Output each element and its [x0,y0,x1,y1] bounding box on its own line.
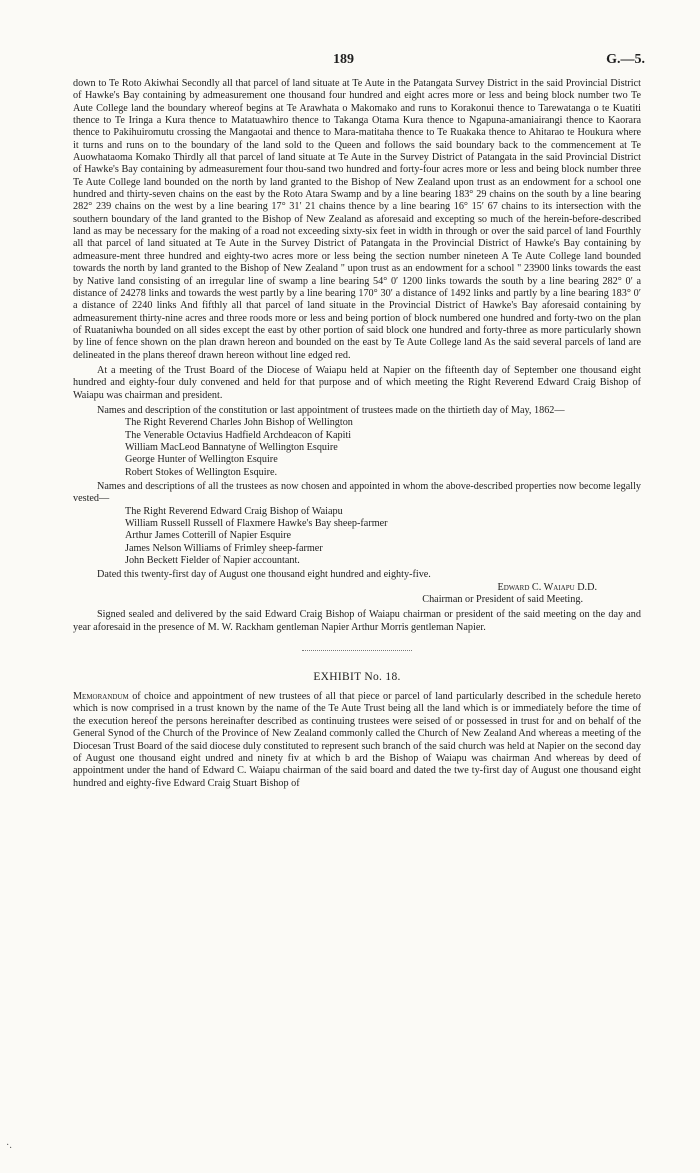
list-item: The Right Reverend Charles John Bishop of Wellington [125,417,353,429]
previous-trustees-list [73,417,641,479]
memorandum-lead: Memorandum [73,691,129,703]
list-item: The Venerable Octavius Hadfield Archdeacon of Kapiti [125,429,352,441]
list-item: Arthur James Cotterill of Napier Esquire [125,530,292,542]
signature-title: Chairman or President of said Meeting. [422,594,583,606]
page-header [73,52,645,78]
list-item: William MacLeod Bannatyne of Wellington Esquire [125,441,338,453]
exhibit-title: EXHIBIT No. 18. [313,671,401,684]
list-item: The Right Reverend Edward Craig Bishop of Waiapu [125,505,343,517]
memorandum-text: of choice and appointment of new trustees of all that piece or parcel of land particularly described in the schedule hereto which is now comprised in a trust known by the name of the Te Aute Trust being all the land which is or immediately before the time of the execution hereof the persons hereinafter described as continuing trustees were seised of or possessed in trust for and on behalf of the General Synod of the Church of the Province of New Zealand commonly called the Church of New Zealand And whereas a meeting of the Diocesan Trust Board of the said diocese duly constituted to represent such branch of the said church was held at Napier on the second day of August one thousand eight undred and ninety fiv at which b ard the Bishop of Waiapu was chairman And whereas by deed of appointment under the hand of Edward C. Waiapu chairman of the said board and dated the twe ty-first day of August one thousand eight hundred and eighty-five Edward Craig Stuart Bishop of [73,691,641,789]
paragraph-exhibit-memorandum [73,691,641,790]
list-item: Robert Stokes of Wellington Esquire. [125,466,278,478]
paragraph-new-trustees-heading: Names and descriptions of all the trustees as now chosen and appointed in whom the above-described properties now become legally vested— [73,481,641,505]
margin-mark: ·. [6,1140,12,1151]
list-item: William Russell Russell of Flaxmere Hawke's Bay sheep-farmer [125,518,388,530]
list-item: John Beckett Fielder of Napier accountant. [125,555,300,567]
paragraph-previous-trustees-heading: Names and description of the constitution or last appointment of trustees made on the thirtieth day of May, 1862— [97,404,565,416]
signature-block [73,582,641,607]
document-page [73,52,645,790]
page-number: 189 [333,52,354,67]
new-trustees-list [73,506,641,568]
section-divider [302,650,412,651]
paragraph-dated: Dated this twenty-first day of August one thousand eight hundred and eighty-five. [97,569,431,581]
paragraph-land-description: down to Te Roto Akiwhai Secondly all that parcel of land situate at Te Aute in the Patangata Survey District in the said Provincial District of Hawke's Bay containing by admeasurement one thousand four hundred and eight acres more or less and being block number two Te Aute College land the boundary whereof begins at Te Arawhata o Makomako and runs to Korakonui thence to Tarewatanga o te Kuatiti thence to Te Iringa a Kura thence to Matatuawhiro thence to Takanga Otama Kura thence to Ngapuna-amaniairangi thence to Kaorara thence to Pakihuiromutu crossing the Mangaotai and thence to Mara-matitaha thence to Te Ruakaka thence to Ahitarao te Houkura where it turns and runs on to the boundary of the land sold to the Queen and follows the said boundary back to the commencement at Te Auowhataoma Komako Thirdly all that parcel of land situate at Te Aute in the Survey District of Patangata in the said Provincial District of Hawke's Bay containing by admeasurement four thou-sand two hundred and forty-four acres more or less and being block number three Te Aute College land bounded on the north by land granted to the Bishop of New Zealand upon trust as an endowment for a school one hundred and thirty-seven chains on the east by the Roto Atara Swamp and by a line bearing 183° 29 chains on the south by a line bearing 282° 239 chains on the west by a line bearing 17° 31′ 21 chains thence by a line bearing 16° 15′ 67 chains to its intersection with the southern boundary of the land granted to the Bishop of New Zealand as aforesaid and excepting so much of the herein-before-described land as may be necessary for the making of a road not exceeding sixty-six feet in width in through or over the said parcel of land Fourthly all that parcel of land situated at Te Aute in the Survey District of Patangata in the Provincial District of Hawke's Bay containing by admeasure-ment three hundred and eighty-two acres more or less being the section number nineteen A Te Aute College land bounded towards the north by land granted to the Bishop of New Zealand " upon trust as an endowment for a school " 23900 links towards the east by Native land consisting of an irregular line of swamp a line bearing 54° 0′ 1200 links towards the south by a line bearing 282° 0′ a distance of 24278 links and towards the west partly by a line bearing 170° 30′ a distance of 1492 links and partly by a line bearing 183° 0′ a distance of 2240 links And fifthly all that parcel of land situate in the Provincial District of Hawke's Bay aforesaid containing by admeasurement thirty-nine acres and three roods more or less and being portion of block numbered one hundred and forty-two on the plan of Ruataniwha bounded on all sides except the east by other portion of said block one hundred and forty-three as more particularly shown by line of fence shown on the plan drawn hereon and bounded on the east by Te Aute College land As the said several parcels of land are delineated in the plans thereof drawn hereon without line edged red. [73,78,641,361]
list-item: George Hunter of Wellington Esquire [125,454,278,466]
document-reference: G.—5. [606,52,645,67]
paragraph-trust-board-meeting: At a meeting of the Trust Board of the Diocese of Waiapu held at Napier on the fifteenth day of September one thousand eight hundred and eighty-four duly convened and held for that purpose and of which meeting the Right Reverend Edward Craig Bishop of Waiapu was chairman and president. [73,364,641,401]
list-item: James Nelson Williams of Frimley sheep-farmer [125,542,323,554]
paragraph-signed-sealed: Signed sealed and delivered by the said Edward Craig Bishop of Waiapu chairman or president of the said meeting on the day and year aforesaid in the presence of M. W. Rackham gentleman Napier Arthur Morris gentleman Napier. [73,609,641,633]
signature-name: Edward C. Waiapu D.D. [497,581,597,593]
